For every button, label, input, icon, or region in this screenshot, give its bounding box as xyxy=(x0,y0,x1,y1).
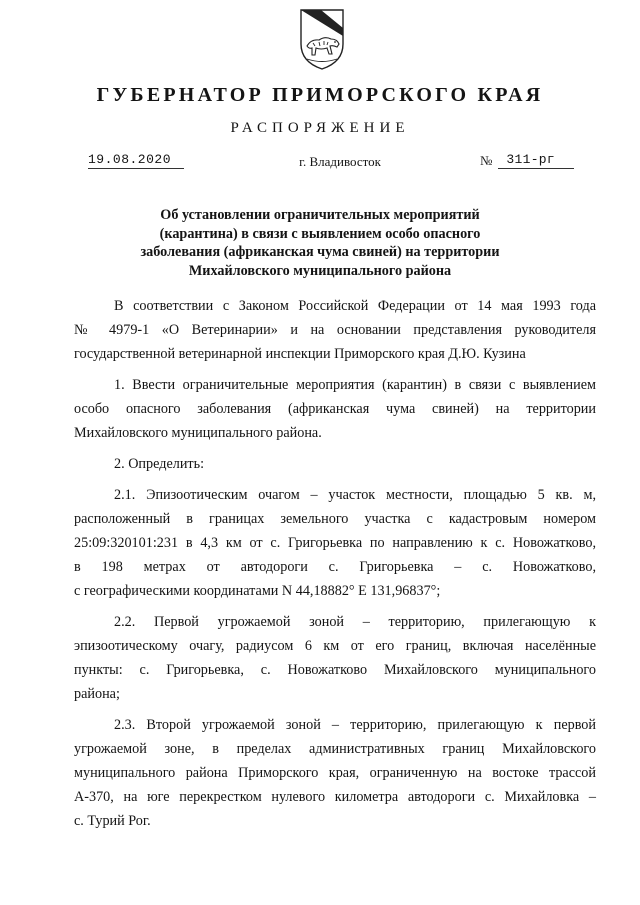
text-line: угрожаемой зоне, в пределах административных границ Михайловского xyxy=(74,741,596,757)
text-line: В соответствии с Законом Российской Федерации от 14 мая 1993 года xyxy=(114,298,596,314)
text-line: 2.2. Первой угрожаемой зоной – территорию, прилегающую к xyxy=(114,614,596,630)
text-line: эпизоотическому очагу, радиусом 6 км от его границ, включая населённые xyxy=(74,638,596,654)
text-line: А-370, на юге перекрестком нулевого километра автодороги с. Михайловка – xyxy=(74,789,596,805)
paragraph-item-1 xyxy=(74,373,596,445)
text-line: 2.1. Эпизоотическим очагом – участок местности, площадью 5 кв. м, xyxy=(114,487,596,503)
paragraph-item-2-1 xyxy=(74,483,596,603)
title-line: (карантина) в связи с выявлением особо опасного xyxy=(159,225,481,242)
title-line: Об установлении ограничительных мероприятий xyxy=(160,207,480,223)
text-line: 2.3. Второй угрожаемой зоной – территорию, прилегающую к первой xyxy=(114,717,596,733)
document-city: г. Владивосток xyxy=(299,154,381,169)
document-number xyxy=(480,152,574,169)
text-line: Михайловского муниципального района. xyxy=(74,425,322,441)
title-line: Михайловского муниципального района xyxy=(188,262,452,279)
number-value: 311-рг xyxy=(498,152,574,169)
coat-of-arms-emblem-icon xyxy=(297,6,347,72)
text-line: муниципального района Приморского края, ограниченную на востоке трассой xyxy=(74,765,596,781)
paragraph-preamble xyxy=(74,294,596,366)
number-sign: № xyxy=(480,153,493,168)
paragraph-item-2-3 xyxy=(74,713,596,833)
document-type-heading: РАСПОРЯЖЕНИЕ xyxy=(230,120,410,136)
text-line: особо опасного заболевания (африканская чума свиней) на территории xyxy=(74,401,596,417)
text-line: 25:09:320101:231 в 4,3 км от с. Григорьевка по направлению к с. Новожатково, xyxy=(74,535,596,551)
issuing-authority-heading: ГУБЕРНАТОР ПРИМОРСКОГО КРАЯ xyxy=(96,84,544,106)
title-line: заболевания (африканская чума свиней) на территории xyxy=(140,244,500,260)
text-line: с. Турий Рог. xyxy=(74,813,151,829)
document-title xyxy=(130,206,510,280)
text-line: № 4979-1 «О Ветеринарии» и на основании представления руководителя xyxy=(74,322,596,338)
text-line: в 198 метрах от автодороги с. Григорьевка – с. Новожатково, xyxy=(74,559,596,575)
paragraph-item-2 xyxy=(74,452,596,476)
text-line: района; xyxy=(74,686,120,702)
text-line: с географическими координатами N 44,18882° E 131,96837°; xyxy=(74,583,441,599)
paragraph-item-2-2 xyxy=(74,610,596,706)
text-line: 1. Ввести ограничительные мероприятия (карантин) в связи с выявлением xyxy=(114,377,596,393)
document-body xyxy=(74,294,596,833)
text-line: государственной ветеринарной инспекции Приморского края Д.Ю. Кузина xyxy=(74,346,526,362)
text-line: пункты: с. Григорьевка, с. Новожатково Михайловского муниципального xyxy=(74,662,596,678)
text-line: 2. Определить: xyxy=(114,456,205,472)
document-date: 19.08.2020 xyxy=(88,152,184,169)
text-line: расположенный в границах земельного участка с кадастровым номером xyxy=(74,511,596,527)
